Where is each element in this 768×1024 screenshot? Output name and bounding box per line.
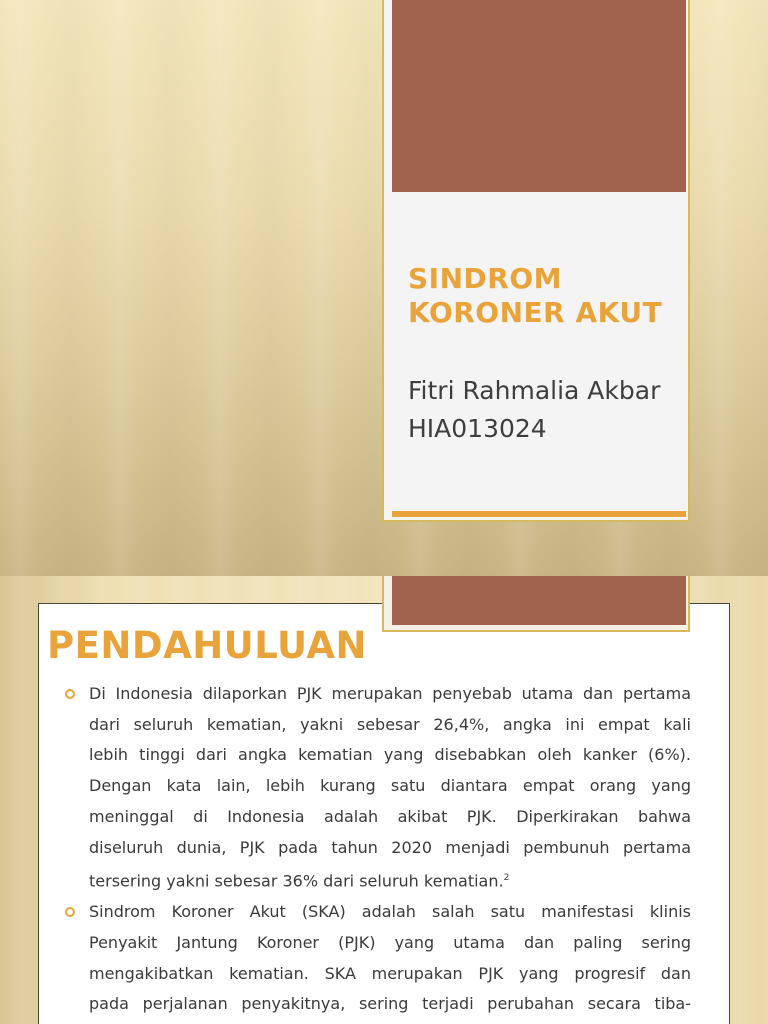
- text-line: Penyakit Jantung Koroner (PJK) yang utama dan paling sering: [89, 932, 691, 952]
- content-slide: [0, 576, 768, 1024]
- text-line: dari seluruh kematian, yakni sebesar 26,4%, angka ini empat kali: [89, 714, 691, 734]
- bullet-item: [63, 679, 691, 897]
- student-id: HIA013024: [408, 414, 547, 443]
- slide-subtitle: [408, 372, 660, 448]
- text-line: meninggal di Indonesia adalah akibat PJK. Diperkirakan bahwa: [89, 806, 691, 826]
- text-line: pada perjalanan penyakitnya, sering terjadi perubahan secara tiba-: [89, 994, 691, 1014]
- decorative-orange-bar: [392, 511, 686, 517]
- bullet-ring-icon: [65, 689, 75, 699]
- slide-heading: PENDAHULUAN: [47, 624, 367, 667]
- bullet-item: [63, 897, 691, 1020]
- title-line: KORONER AKUT: [408, 296, 663, 329]
- bullet-ring-icon: [65, 907, 75, 917]
- text-line: Di Indonesia dilaporkan PJK merupakan penyebab utama dan pertama: [89, 684, 691, 703]
- text-line: lebih tinggi dari angka kematian yang disebabkan oleh kanker (6%).: [89, 745, 691, 765]
- text-line: Dengan kata lain, lebih kurang satu diantara empat orang yang: [89, 776, 691, 796]
- content-box: [38, 603, 730, 1024]
- citation-marker: 2: [503, 873, 510, 884]
- decorative-brown-block: [392, 0, 686, 192]
- text-line: mengakibatkan kematian. SKA merupakan PJK yang progresif dan: [89, 963, 691, 983]
- text-line-content: tersering yakni sebesar 36% dari seluruh kematian.: [89, 871, 504, 891]
- bullet-text: [89, 679, 691, 897]
- decorative-brown-block: [392, 576, 686, 625]
- bullet-list: [63, 679, 691, 1020]
- text-line: [89, 863, 691, 897]
- author-name: Fitri Rahmalia Akbar: [408, 376, 661, 405]
- slide-title: [408, 262, 662, 330]
- text-line: diseluruh dunia, PJK pada tahun 2020 menjadi pembunuh pertama: [89, 837, 691, 857]
- title-card: [382, 0, 690, 522]
- text-line: Sindrom Koroner Akut (SKA) adalah salah satu manifestasi klinis: [89, 902, 691, 922]
- title-line: SINDROM: [408, 262, 562, 295]
- bullet-text: [89, 897, 691, 1020]
- decorative-card-top: [382, 576, 690, 632]
